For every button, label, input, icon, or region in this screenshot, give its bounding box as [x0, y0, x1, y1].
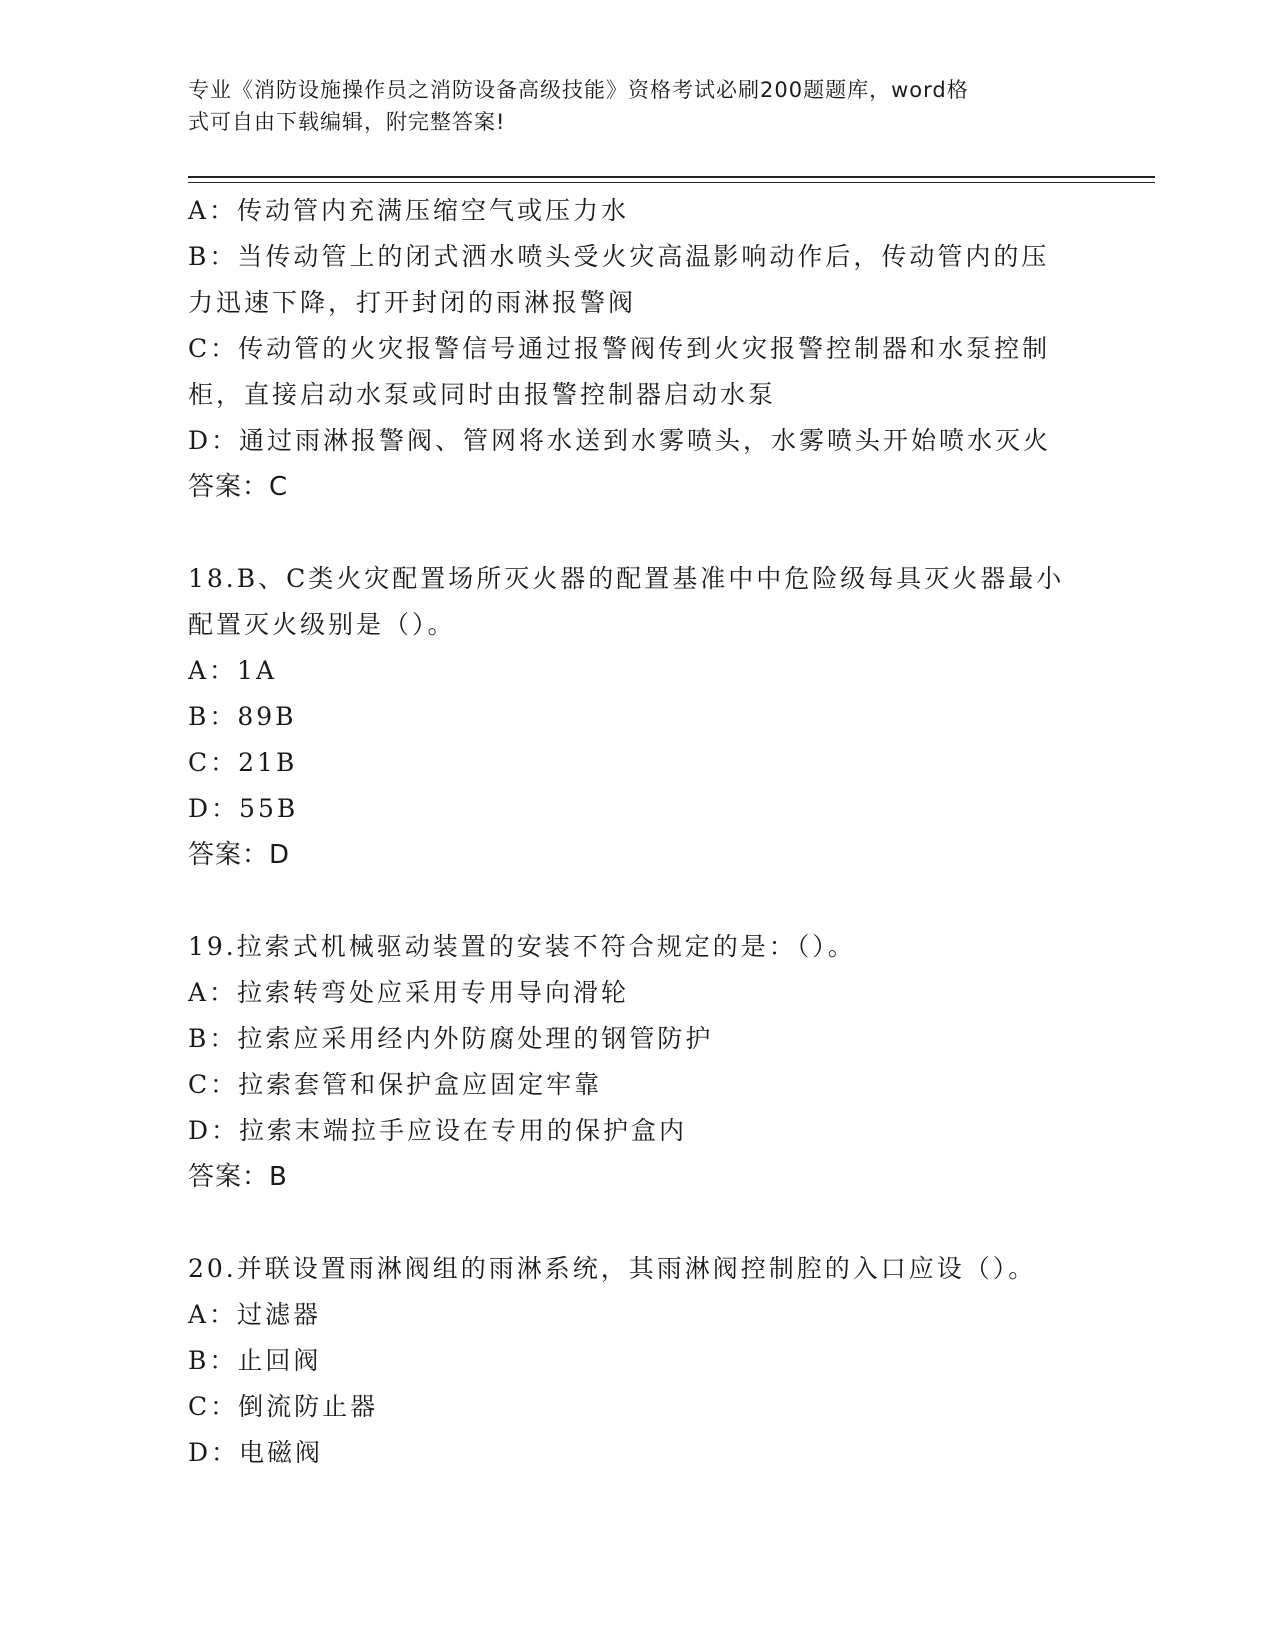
header-divider-thin [188, 182, 1155, 183]
q20-option-a: A：过滤器 [188, 1300, 322, 1329]
question-17-block [188, 188, 1088, 510]
q20-question: 20.并联设置雨淋阀组的雨淋系统，其雨淋阀控制腔的入口应设（）。 [188, 1254, 1037, 1283]
q17-option-b-line-2: 力迅速下降，打开封闭的雨淋报警阀 [188, 288, 637, 317]
q18-option-b: B：89B [188, 702, 297, 731]
q18-question-line-2: 配置灭火级别是（）。 [188, 610, 456, 639]
q17-option-c-line-2: 柜，直接启动水泵或同时由报警控制器启动水泵 [188, 380, 777, 409]
q18-option-c: C：21B [188, 748, 298, 777]
q19-option-d: D：拉索末端拉手应设在专用的保护盒内 [188, 1116, 688, 1145]
header-line-2: 式可自由下载编辑，附完整答案! [188, 110, 506, 134]
q18-answer: 答案：D [188, 840, 291, 870]
q20-option-c: C：倒流防止器 [188, 1392, 379, 1421]
q18-question-line-1: 18.B、C类火灾配置场所灭火器的配置基准中中危险级每具灭火器最小 [188, 564, 1065, 593]
q19-answer: 答案：B [188, 1162, 288, 1192]
header-line-1: 专业《消防设施操作员之消防设备高级技能》资格考试必刷200题题库，word格 [188, 78, 969, 102]
q17-option-c-line-1: C：传动管的火灾报警信号通过报警阀传到火灾报警控制器和水泵控制 [188, 334, 1051, 363]
q18-option-d: D：55B [188, 794, 299, 823]
q20-option-d: D：电磁阀 [188, 1438, 324, 1467]
spacer [188, 1200, 1088, 1246]
q18-option-a: A：1A [188, 656, 278, 685]
question-20-block [188, 1246, 1088, 1476]
spacer [188, 878, 1088, 924]
q19-option-c: C：拉索套管和保护盒应固定牢靠 [188, 1070, 603, 1099]
q19-option-a: A：拉索转弯处应采用专用导向滑轮 [188, 978, 630, 1007]
header-divider-thick [188, 176, 1155, 178]
q20-option-b: B：止回阀 [188, 1346, 322, 1375]
q17-option-d: D：通过雨淋报警阀、管网将水送到水雾喷头，水雾喷头开始喷水灭火 [188, 426, 1052, 455]
question-18-block [188, 556, 1088, 878]
q19-question: 19.拉索式机械驱动装置的安装不符合规定的是：（）。 [188, 932, 856, 961]
question-19-block [188, 924, 1088, 1200]
question-content [188, 188, 1088, 1476]
spacer [188, 510, 1088, 556]
q17-option-a: A：传动管内充满压缩空气或压力水 [188, 196, 630, 225]
document-header [188, 74, 1068, 138]
q17-answer: 答案：C [188, 472, 289, 502]
q19-option-b: B：拉索应采用经内外防腐处理的钢管防护 [188, 1024, 714, 1053]
q17-option-b-line-1: B：当传动管上的闭式洒水喷头受火灾高温影响动作后，传动管内的压 [188, 242, 1050, 271]
